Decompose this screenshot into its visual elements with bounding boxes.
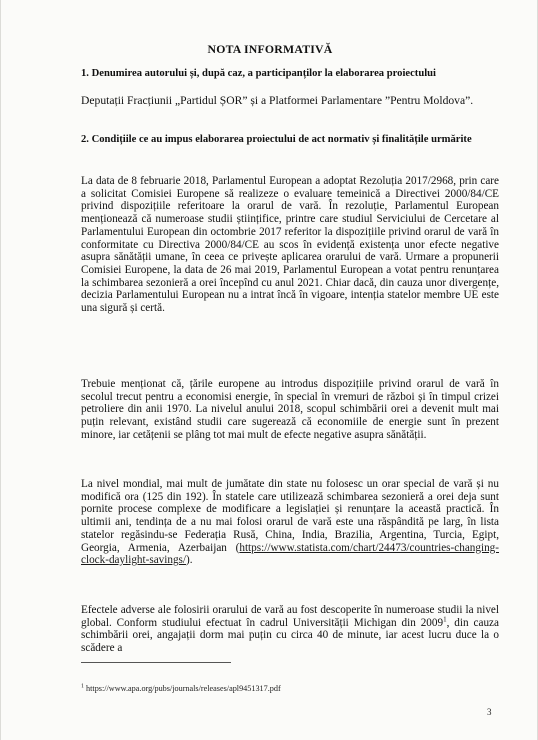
footnote-reference[interactable]: 1	[443, 614, 447, 623]
statista-link[interactable]: https://www.statista.com/chart/24473/countries-changing-clock-daylight-savings/	[81, 541, 499, 567]
footnote-marker: 1	[81, 683, 84, 690]
footnote-divider	[81, 662, 231, 663]
page-number: 3	[487, 707, 492, 717]
document-title: NOTA INFORMATIVĂ	[207, 42, 333, 56]
section-1-body: Deputații Fracțiunii „Partidul ȘOR” și a Platformei Parlamentare ”Pentru Moldova”.	[81, 94, 474, 107]
paragraph-4	[81, 604, 499, 655]
paragraph-4-continuation: , din cauza schimbării orei, angajații dorm mai puțin cu circa 40 de minute, iar acest lucru duce la o scădere a	[81, 616, 499, 655]
paragraph-1: La data de 8 februarie 2018, Parlamentul European a adoptat Rezoluția 2017/2968, prin care a solicitat Comisiei Europene să realizeze o evaluare temeinică a Directivei 2000/84/CE privind dispozițiile referitoare la orarul de vară. În rezoluție, Parlamentul European menționează că numeroase studii științifice, printre care studiul Serviciului de Cercetare al Parlamentului European din octombrie 2017 referitor la dispozițiile privind orarul de vară în conformitate cu Directiva 2000/84/CE au scos în evidență existența unor efecte negative asupra sănătății umane, în ceea ce privește aplicarea orarului de vară. Urmare a propunerii Comisiei Europene, la data de 26 mai 2019, Parlamentul European a votat pentru renunțarea la schimbarea sezonieră a orei începînd cu anul 2021. Chiar dacă, din cauza unor divergențe, decizia Parlamentului European nu a intrat încă în vigoare, intenția statelor membre UE este una sigură și certă.	[81, 175, 499, 315]
section-1-heading: 1. Denumirea autorului și, după caz, a participanților la elaborarea proiectului	[81, 68, 436, 79]
paragraph-2: Trebuie menționat că, țările europene au introdus dispozițiile privind orarul de vară în secolul trecut pentru a economisi energie, în special în vremuri de război și în timpul crizei petroliere din anii 1970. La nivelul anului 2018, scopul schimbării orei a devenit mult mai puțin relevant, existând studii care sugerează că economiile de energie sunt în prezent minore, iar cetățenii se plâng tot mai mult de efecte negative asupra sănătății.	[81, 378, 499, 441]
paragraph-3-text: La nivel mondial, mai mult de jumătate din state nu folosesc un orar special de vară și nu modifică ora (125 din 192). În statele care utilizează schimbarea sezonieră a orei deja sunt pornite procese complexe de modificare a legislației și renunțare la această practică. În ultimii ani, tendința de a nu mai folosi orarul de vară este una răspândită pe larg, în lista statelor regăsindu-se Federația Rusă, China, India, Brazilia, Argentina, Turcia, Egipt, Georgia, Armenia, Azerbaijan (	[81, 478, 499, 554]
footnote	[81, 684, 499, 694]
paragraph-3-end: ).	[186, 554, 193, 567]
paragraph-4-text: Efectele adverse ale folosirii orarului de vară au fost descoperite în numeroase studii la nivel global. Conform studiului efectuat în cadrul Universității Michigan din 2009	[81, 604, 499, 629]
paragraph-3	[81, 478, 499, 567]
section-2-heading: 2. Condițiile ce au impus elaborarea proiectului de act normativ și finalitățile urmărite	[81, 134, 472, 145]
footnote-link[interactable]: https://www.apa.org/pubs/journals/releases/apl9451317.pdf	[86, 684, 281, 693]
